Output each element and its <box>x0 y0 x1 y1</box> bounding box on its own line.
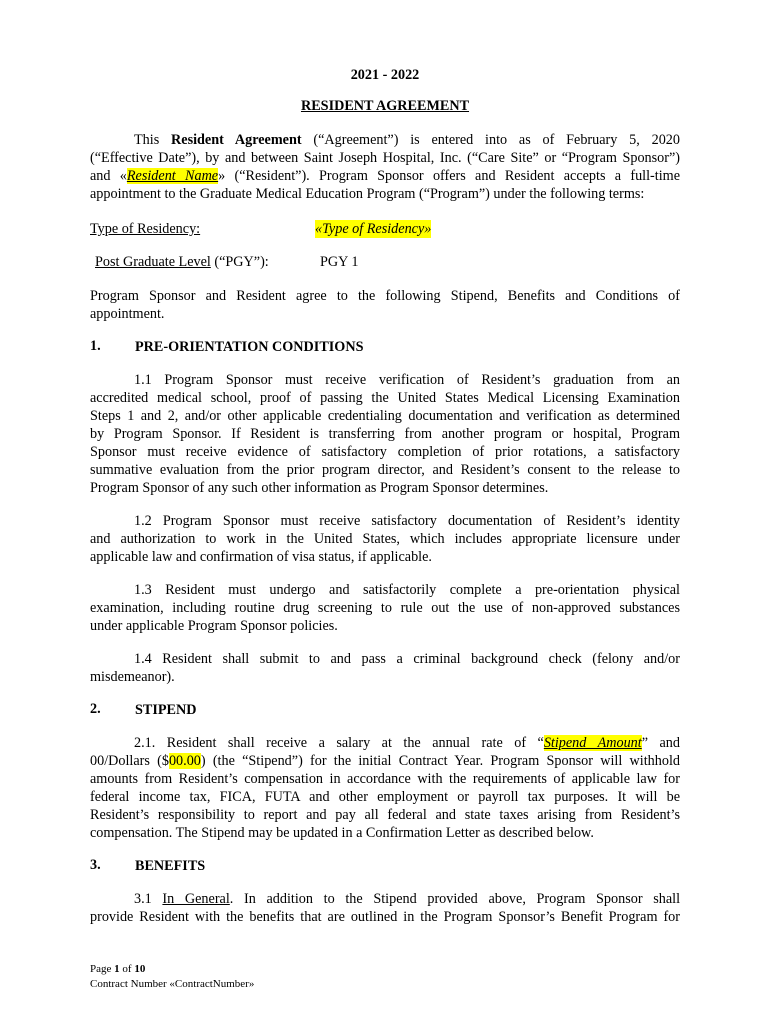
s1-p3-line-3: under applicable Program Sponsor policies. <box>90 618 338 634</box>
s1-p1-line-7: Program Sponsor of any such other information as Program Sponsor determines. <box>90 480 549 496</box>
s2-line-5: Resident’s responsibility to report and pay all federal and state taxes arising from Resident’s <box>90 807 680 823</box>
s2-line-6: compensation. The Stipend may be updated in a Confirmation Letter as described below. <box>90 825 594 841</box>
section-3-title: BENEFITS <box>135 858 206 874</box>
s1-p1-line-2: accredited medical school, proof of passing the United States Medical Licensing Examination <box>90 390 680 406</box>
residency-type-value: «Type of Residency» <box>315 221 432 237</box>
contract-number: Contract Number «ContractNumber» <box>90 978 255 990</box>
s1-p4-line-2: misdemeanor). <box>90 669 175 685</box>
agreement-year: 2021 - 2022 <box>350 67 420 83</box>
section-2-title: STIPEND <box>135 702 197 718</box>
intro-line-3: and «Resident Name» (“Resident”). Program Sponsor offers and Resident accepts a full-time <box>90 168 680 184</box>
s1-p4-line-1: 1.4 Resident shall submit to and pass a criminal background check (felony and/or <box>134 651 680 667</box>
s1-p2-line-3: applicable law and confirmation of visa status, if applicable. <box>90 549 432 565</box>
s1-p2-line-1: 1.2 Program Sponsor must receive satisfactory documentation of Resident’s identity <box>134 513 680 529</box>
section-1-title: PRE-ORIENTATION CONDITIONS <box>135 339 364 355</box>
s1-p2-line-2: and authorization to work in the United States, which includes appropriate licensure under <box>90 531 680 547</box>
page-number: Page 1 of 10 <box>90 963 146 975</box>
residency-type-label: Type of Residency: <box>90 221 201 237</box>
agree-line-1: Program Sponsor and Resident agree to the following Stipend, Benefits and Conditions of <box>90 288 680 304</box>
agree-line-2: appointment. <box>90 306 165 322</box>
s3-line-1: 3.1 In General. In addition to the Stipend provided above, Program Sponsor shall <box>134 891 681 907</box>
s1-p3-line-1: 1.3 Resident must undergo and satisfactorily complete a pre-orientation physical <box>134 582 680 598</box>
s2-line-2: 00/Dollars ($00.00) (the “Stipend”) for the initial Contract Year. Program Sponsor will withhold <box>90 753 680 769</box>
stipend-amount-field: Stipend Amount <box>543 735 642 751</box>
stipend-dollars-field: 00.00 <box>168 753 201 769</box>
s3-line-2: provide Resident with the benefits that are outlined in the Program Sponsor’s Benefit Program for <box>90 909 680 925</box>
intro-line-1: This Resident Agreement (“Agreement”) is entered into as of February 5, 2020 <box>134 132 680 148</box>
s1-p3-line-2: examination, including routine drug screening to rule out the use of non-approved substances <box>90 600 680 616</box>
s2-line-4: federal income tax, FICA, FUTA and other employment or payroll tax purposes. It will be <box>90 789 680 805</box>
s1-p1-line-3: Steps 1 and 2, and/or other applicable credentialing documentation and verification as determined <box>90 408 680 424</box>
page-title: RESIDENT AGREEMENT <box>300 98 470 114</box>
pgy-label: Post Graduate Level (“PGY”): <box>95 254 269 270</box>
intro-line-2: (“Effective Date”), by and between Saint Joseph Hospital, Inc. (“Care Site” or “Program Sponsor”) <box>90 150 680 166</box>
intro-line-4: appointment to the Graduate Medical Education Program (“Program”) under the following terms: <box>90 186 645 202</box>
s2-line-3: amounts from Resident’s compensation in accordance with the requirements of applicable law for <box>90 771 680 787</box>
pgy-value: PGY 1 <box>320 254 359 270</box>
s2-line-1: 2.1. Resident shall receive a salary at the annual rate of “Stipend Amount” and <box>134 735 680 751</box>
s1-p1-line-1: 1.1 Program Sponsor must receive verification of Resident’s graduation from an <box>134 372 680 388</box>
s1-p1-line-6: summative evaluation from the prior program director, and Resident’s consent to the release to <box>90 462 680 478</box>
section-2-number: 2. <box>90 701 101 717</box>
s1-p1-line-4: by Program Sponsor. If Resident is transferring from another program or hospital, Program <box>90 426 680 442</box>
section-3-number: 3. <box>90 857 101 873</box>
s1-p1-line-5: Sponsor must receive evidence of satisfactory completion of prior rotations, a satisfactory <box>90 444 680 460</box>
resident-name-field: Resident Name <box>126 168 219 184</box>
section-1-number: 1. <box>90 338 101 354</box>
